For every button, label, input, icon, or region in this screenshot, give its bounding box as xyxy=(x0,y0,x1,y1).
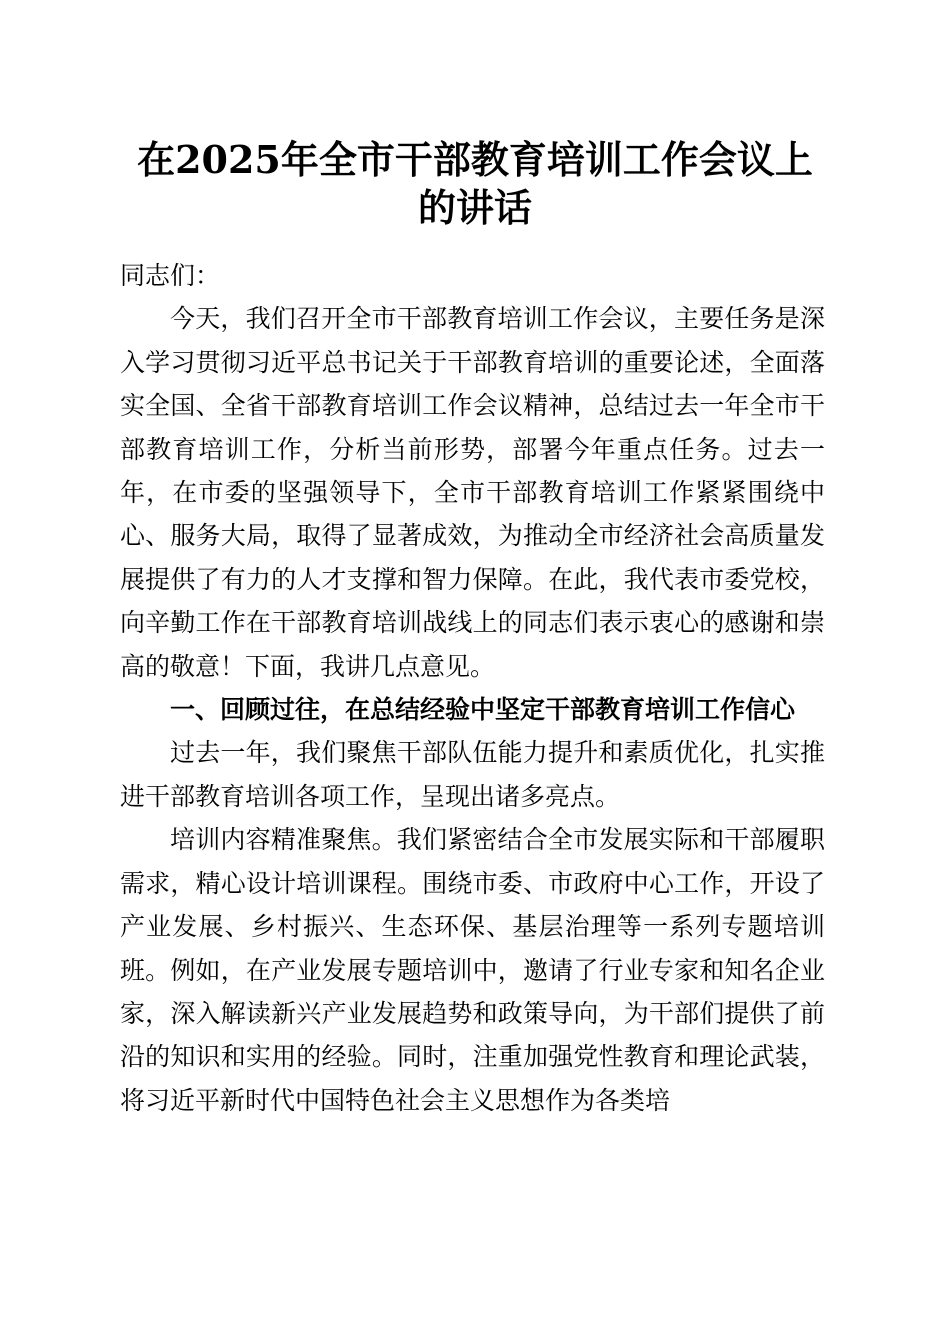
salutation: 同志们： xyxy=(120,261,221,290)
paragraph-2: 过去一年，我们聚焦干部队伍能力提升和素质优化，扎实推进干部教育培训各项工作，呈现出诸多亮点。 xyxy=(120,738,825,811)
document-body xyxy=(120,254,825,1122)
document-title: 在2025年全市干部教育培训工作会议上的讲话 xyxy=(137,137,813,230)
section-heading-1: 一、回顾过往，在总结经验中坚定干部教育培训工作信心 xyxy=(170,695,796,725)
paragraph-3: 培训内容精准聚焦。我们紧密结合全市发展实际和干部履职需求，精心设计培训课程。围绕市委、市政府中心工作，开设了产业发展、乡村振兴、生态环保、基层治理等一系列专题培训班。例如，在产业发展专题培训中，邀请了行业专家和知名企业家，深入解读新兴产业发展趋势和政策导向，为干部们提供了前沿的知识和实用的经验。同时，注重加强党性教育和理论武装，将习近平新时代中国特色社会主义思想作为各类培 xyxy=(120,825,825,1115)
intro-paragraph: 今天，我们召开全市干部教育培训工作会议，主要任务是深入学习贯彻习近平总书记关于干部教育培训的重要论述，全面落实全国、全省干部教育培训工作会议精神，总结过去一年全市干部教育培训工作，分析当前形势，部署今年重点任务。过去一年，在市委的坚强领导下，全市干部教育培训工作紧紧围绕中心、服务大局，取得了显著成效，为推动全市经济社会高质量发展提供了有力的人才支撑和智力保障。在此，我代表市委党校，向辛勤工作在干部教育培训战线上的同志们表示衷心的感谢和崇高的敬意！下面，我讲几点意见。 xyxy=(120,304,825,681)
